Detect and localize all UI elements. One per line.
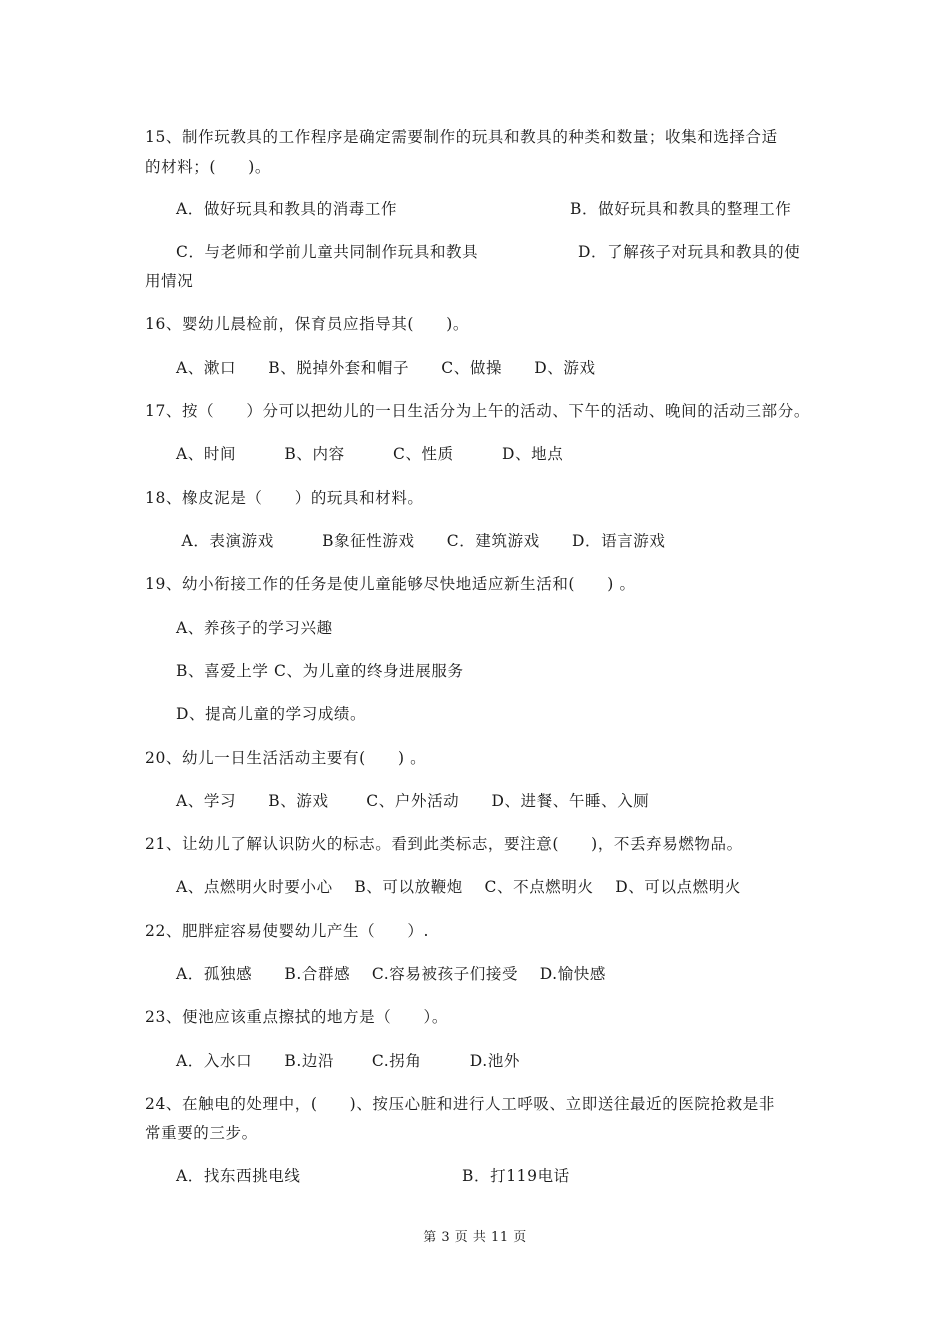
question-23-stem: 23、便池应该重点擦拭的地方是（ ）。 [145,1008,448,1026]
question-17-options: A、时间 B、内容 C、性质 D、地点 [176,445,564,463]
question-15-option-d-cont: 用情况 [145,272,194,290]
question-24-stem-line-1: 24、在触电的处理中，( )、按压心脏和进行人工呼吸、立即送往最近的医院抢救是非 [145,1095,775,1113]
page-number-footer: 第 3 页 共 11 页 [423,1230,527,1245]
question-15-stem-line-1: 15、制作玩教具的工作程序是确定需要制作的玩具和教具的种类和数量；收集和选择合适 [145,128,778,146]
question-22-stem: 22、肥胖症容易使婴幼儿产生（ ）. [145,922,430,940]
question-17-stem: 17、按（ ）分可以把幼儿的一日生活分为上午的活动、下午的活动、晚间的活动三部分。 [145,402,810,420]
question-18-options: A．表演游戏 B象征性游戏 C．建筑游戏 D．语言游戏 [176,532,666,550]
question-15-option-c: C．与老师和学前儿童共同制作玩具和教具 [176,243,479,261]
question-20-stem: 20、幼儿一日生活活动主要有( ) 。 [145,749,427,767]
question-24-stem-line-2: 常重要的三步。 [145,1124,258,1142]
question-16-options: A、漱口 B、脱掉外套和帽子 C、做操 D、游戏 [176,359,596,377]
question-19-option-bc: B、喜爱上学 C、为儿童的终身进展服务 [176,662,464,680]
question-22-options: A．孤独感 B.合群感 C.容易被孩子们接受 D.愉快感 [176,965,607,983]
question-19-option-a: A、养孩子的学习兴趣 [176,619,333,637]
question-15-option-b: B．做好玩具和教具的整理工作 [570,200,792,218]
question-15-stem-line-2: 的材料；( )。 [145,158,271,176]
question-24-option-a: A．找东西挑电线 [176,1167,301,1185]
question-18-stem: 18、橡皮泥是（ ）的玩具和材料。 [145,489,424,507]
question-21-stem: 21、让幼儿了解认识防火的标志。看到此类标志，要注意( )，不丢弃易燃物品。 [145,835,743,853]
question-23-options: A．入水口 B.边沿 C.拐角 D.池外 [176,1052,520,1070]
question-24-option-b: B．打119电话 [462,1167,570,1185]
question-21-options: A、点燃明火时要小心 B、可以放鞭炮 C、不点燃明火 D、可以点燃明火 [176,878,741,896]
question-20-options: A、学习 B、游戏 C、户外活动 D、进餐、午睡、入厕 [176,792,650,810]
question-15-option-d: D．了解孩子对玩具和教具的使 [578,243,801,261]
question-19-option-d: D、提高儿童的学习成绩。 [176,705,367,723]
question-15-option-a: A．做好玩具和教具的消毒工作 [176,200,398,218]
question-19-stem: 19、幼小衔接工作的任务是使儿童能够尽快地适应新生活和( ) 。 [145,575,636,593]
question-16-stem: 16、婴幼儿晨检前，保育员应指导其( )。 [145,315,470,333]
